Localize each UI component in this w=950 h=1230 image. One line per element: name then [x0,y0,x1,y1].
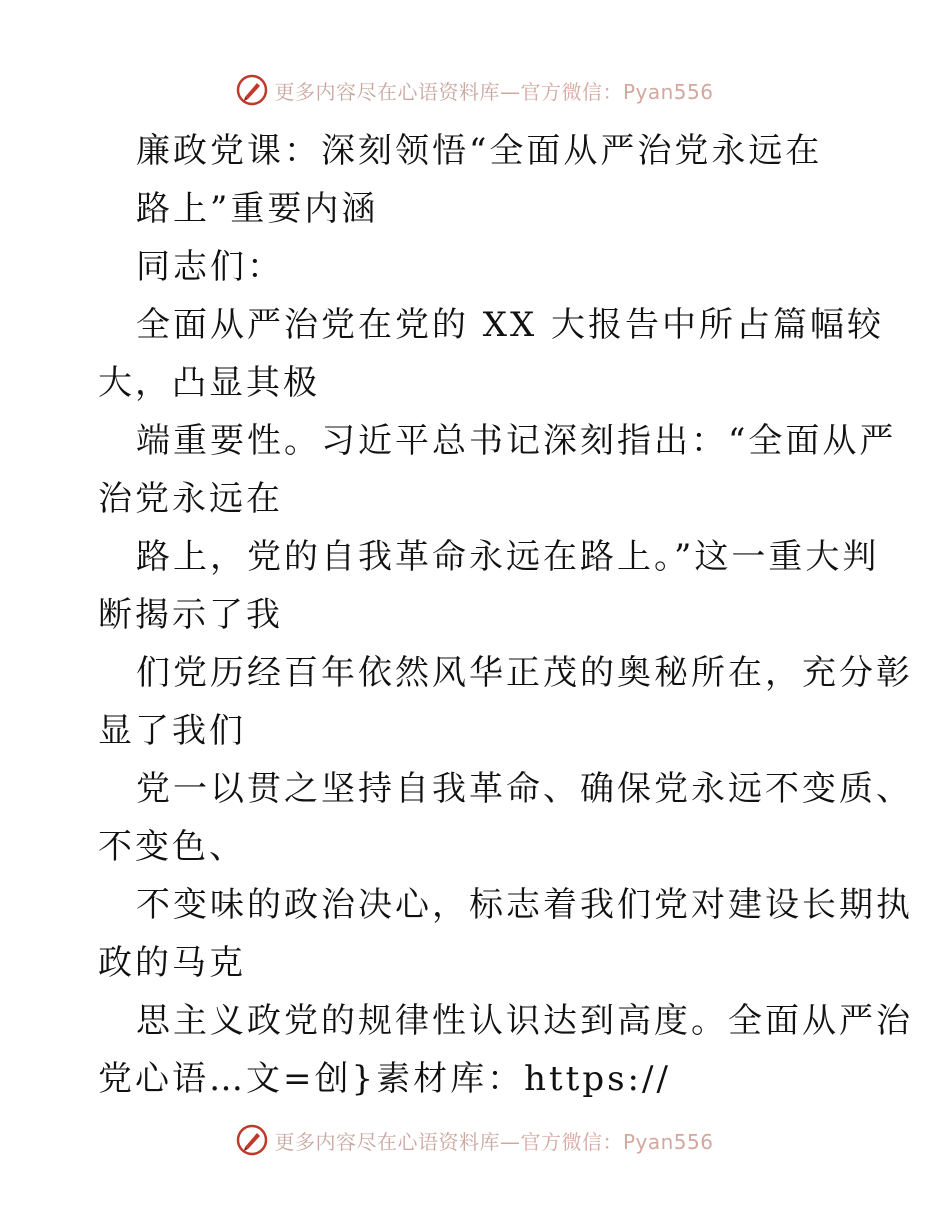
pen-logo-icon [236,1124,268,1156]
watermark-brand-text: 更多内容尽在心语资料库 [274,79,500,104]
body-line: 思主义政党的规律性认识达到高度。全面从严治 [136,1001,913,1041]
body-line: 们党历经百年依然风华正茂的奥秘所在，充分彰 [136,653,913,693]
document-body [98,122,913,1108]
body-line: 端重要性。习近平总书记深刻指出：“全面从严 [136,421,897,461]
watermark-banner-bottom [0,1120,950,1160]
salutation: 同志们： [136,247,284,287]
body-line: 断揭示了我 [98,595,283,635]
body-line: 政的马克 [98,943,246,983]
body-line: 全面从严治党在党的 XX 大报告中所占篇幅较 [136,305,885,345]
watermark-brand-text: 更多内容尽在心语资料库 [274,1129,500,1154]
pen-logo-icon [236,74,268,106]
title-line-1: 廉政党课：深刻领悟“全面从严治党永远在 [136,131,823,171]
watermark-contact-text: —官方微信：Pyan556 [499,1129,714,1154]
body-line: 党心语…文=创}素材库：https:// [98,1059,671,1099]
body-line: 显了我们 [98,711,246,751]
body-line: 不变味的政治决心，标志着我们党对建设长期执 [136,885,913,925]
body-line: 路上，党的自我革命永远在路上。”这一重大判 [136,537,880,577]
body-line: 不变色、 [98,827,246,867]
body-line: 大，凸显其极 [98,363,320,403]
body-line: 党一以贯之坚持自我革命、确保党永远不变质、 [136,769,913,809]
title-line-2: 路上”重要内涵 [136,189,379,229]
watermark-banner-top [0,70,950,110]
body-line: 治党永远在 [98,479,283,519]
watermark-contact-text: —官方微信：Pyan556 [499,79,714,104]
